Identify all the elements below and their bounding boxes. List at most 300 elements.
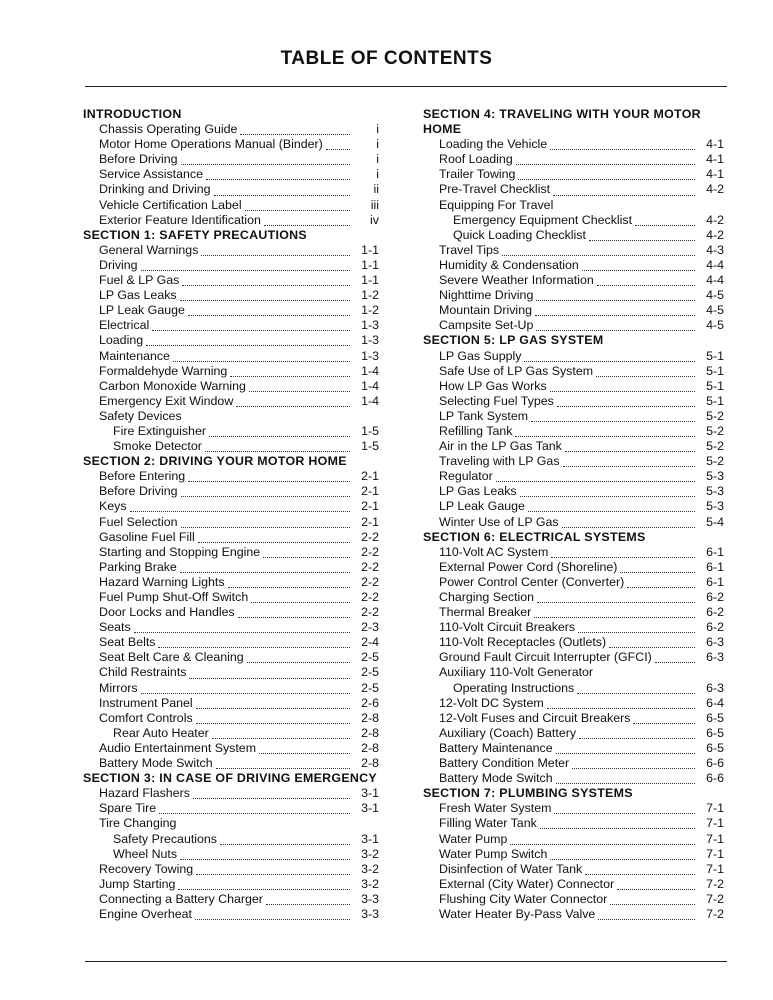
page-number: 7-2 (706, 876, 724, 891)
dot-leader (141, 260, 350, 271)
toc-entry (423, 137, 724, 152)
dot-leader (563, 456, 695, 467)
toc-entry (83, 681, 379, 696)
toc-entry (423, 364, 724, 379)
page-number: 6-3 (706, 680, 724, 695)
page-number: 3-1 (361, 801, 379, 816)
dot-leader (516, 154, 695, 165)
page-number: 5-2 (706, 454, 724, 469)
entry-label: 110-Volt Circuit Breakers (439, 620, 576, 635)
page-number: 2-2 (361, 590, 379, 604)
toc-entry (423, 182, 724, 197)
entry-label: 12-Volt DC System (439, 695, 544, 710)
toc-entry (83, 318, 379, 333)
toc-entry (423, 696, 724, 711)
entry-label: LP Leak Gauge (439, 499, 525, 514)
page-number: 4-4 (706, 273, 724, 288)
toc-entry (83, 711, 379, 726)
toc-entry (83, 122, 379, 137)
dot-leader (173, 351, 350, 362)
page-number: 2-6 (361, 695, 379, 710)
dot-leader (158, 637, 350, 648)
dot-leader (633, 713, 695, 724)
entry-label: General Warnings (99, 242, 199, 257)
entry-label: Water Pump (439, 831, 508, 846)
dot-leader (214, 185, 350, 196)
entry-label: Loading (99, 333, 144, 348)
page-number: 5-1 (706, 393, 724, 408)
entry-label: Recovery Towing (99, 861, 194, 876)
entry-label: Comfort Controls (99, 710, 193, 725)
page-number: 2-8 (361, 710, 379, 725)
dot-leader (554, 803, 695, 814)
page-number: 2-8 (361, 756, 379, 771)
dot-leader (556, 773, 695, 784)
page-number: 5-2 (706, 408, 724, 423)
toc-entry (83, 394, 379, 409)
dot-leader (266, 894, 350, 905)
dot-leader (189, 668, 350, 679)
page-number: ii (373, 182, 379, 197)
entry-label: Smoke Detector (113, 439, 202, 454)
toc-entry (423, 469, 724, 484)
entry-label: Fuel Selection (99, 514, 178, 529)
dot-leader (551, 547, 695, 558)
page-number: 2-1 (361, 514, 379, 529)
toc-entry (423, 545, 724, 560)
dot-leader (220, 834, 350, 845)
entry-label: Battery Condition Meter (439, 756, 570, 771)
entry-label: Water Pump Switch (439, 846, 548, 861)
entry-label: Child Restraints (99, 665, 187, 680)
toc-entry (423, 771, 724, 786)
dot-leader (180, 290, 350, 301)
page-number: 3-3 (361, 906, 379, 921)
entry-label: Audio Entertainment System (99, 740, 257, 755)
page-number: 2-5 (361, 665, 379, 680)
section-heading: SECTION 5: LP GAS SYSTEM (423, 333, 604, 348)
toc-entry (423, 801, 724, 816)
toc-entry (423, 349, 724, 364)
entry-label: Mirrors (99, 680, 138, 695)
toc-entry (423, 454, 724, 469)
toc-entry (423, 726, 724, 741)
dot-leader (655, 652, 695, 663)
dot-leader (597, 275, 695, 286)
page-number: 2-2 (361, 574, 379, 589)
entry-label: LP Gas Supply (439, 348, 522, 363)
toc-entry (83, 635, 379, 650)
toc-entry (83, 424, 379, 439)
toc-entry (423, 847, 724, 862)
entry-label: Engine Overheat (99, 906, 192, 921)
dot-leader (577, 683, 695, 694)
dot-leader (502, 245, 695, 256)
page-number: 3-1 (361, 831, 379, 846)
dot-leader (635, 215, 695, 226)
toc-entry (423, 394, 724, 409)
toc-entry (423, 273, 724, 288)
entry-label: Regulator (439, 469, 493, 484)
dot-leader (536, 320, 695, 331)
entry-label: Wheel Nuts (113, 846, 178, 861)
toc-entry (423, 379, 724, 394)
toc-entry (83, 379, 379, 394)
toc-entry (423, 635, 724, 650)
entry-label: Instrument Panel (99, 695, 193, 710)
section-heading: INTRODUCTION (83, 107, 182, 121)
toc-entry (423, 650, 724, 665)
toc-entry (83, 892, 379, 907)
entry-label: Electrical (99, 318, 150, 333)
dot-leader (578, 622, 695, 633)
entry-label: Vehicle Certification Label (99, 197, 242, 212)
entry-label: Spare Tire (99, 801, 157, 816)
page-number: 3-2 (361, 861, 379, 876)
toc-entry (83, 907, 379, 922)
toc-entry (423, 424, 724, 439)
dot-leader (216, 758, 350, 769)
page-number: 5-1 (706, 348, 724, 363)
entry-label: Battery Maintenance (439, 740, 553, 755)
dot-leader (585, 864, 695, 875)
entry-label: Quick Loading Checklist (453, 227, 586, 242)
dot-leader (264, 215, 350, 226)
toc-entry (423, 892, 724, 907)
toc-entry (423, 605, 724, 620)
dot-leader (134, 622, 350, 633)
page-number: 3-3 (361, 891, 379, 906)
dot-leader (598, 909, 695, 920)
toc-entry (83, 469, 379, 484)
dot-leader (240, 124, 350, 135)
entry-label: Connecting a Battery Charger (99, 891, 263, 906)
dot-leader (195, 909, 350, 920)
page-number: 7-1 (706, 861, 724, 876)
page-number: 1-2 (361, 303, 379, 318)
entry-label: 110-Volt AC System (439, 544, 549, 559)
dot-leader (531, 411, 695, 422)
page-number: i (376, 152, 379, 167)
toc-entry (423, 877, 724, 892)
entry-label: Carbon Monoxide Warning (99, 378, 246, 393)
entry-label: Seats (99, 620, 131, 635)
dot-leader (535, 305, 695, 316)
page-number: 1-5 (361, 439, 379, 454)
page-number: 5-3 (706, 484, 724, 499)
entry-label: Seat Belt Care & Cleaning (99, 650, 244, 665)
dot-leader (609, 637, 695, 648)
dot-leader (188, 471, 350, 482)
toc-entry (423, 741, 724, 756)
page-number: 1-1 (361, 273, 379, 288)
toc-entry (83, 439, 379, 454)
page-number: 2-1 (361, 469, 379, 484)
dot-leader (326, 139, 350, 150)
page-number: 7-2 (706, 906, 724, 921)
toc-entry (83, 167, 379, 182)
page-number: 6-1 (706, 544, 724, 559)
page-number: 6-5 (706, 710, 724, 725)
toc-entry (423, 213, 724, 228)
toc-entry (83, 726, 379, 741)
dot-leader (198, 532, 350, 543)
page-number: 1-1 (361, 242, 379, 257)
dot-leader (510, 834, 695, 845)
dot-leader (259, 743, 350, 754)
dot-leader (206, 169, 350, 180)
toc-entry (83, 665, 379, 680)
dot-leader (249, 381, 350, 392)
page-number: i (376, 167, 379, 182)
toc-entry (83, 243, 379, 258)
dot-leader (196, 713, 350, 724)
toc-entry (423, 318, 724, 333)
dot-leader (589, 230, 695, 241)
dot-leader (496, 471, 695, 482)
page-number: 6-2 (706, 590, 724, 604)
toc-entry (423, 575, 724, 590)
entry-label: Refilling Tank (439, 423, 513, 438)
page-number: 1-5 (361, 423, 379, 438)
dot-leader (201, 245, 350, 256)
page-number: 1-4 (361, 363, 379, 378)
page-title: TABLE OF CONTENTS (280, 48, 493, 69)
page-number: 4-1 (706, 152, 724, 167)
entry-label: Winter Use of LP Gas (439, 514, 559, 529)
page-number: i (376, 137, 379, 152)
entry-label: Flushing City Water Connector (439, 891, 608, 906)
dot-leader (263, 547, 350, 558)
page-number: 6-1 (706, 574, 724, 589)
toc-entry (83, 545, 379, 560)
page-number: 6-1 (706, 559, 724, 574)
toc-entry (423, 681, 724, 696)
section-heading: SECTION 3: IN CASE OF DRIVING EMERGENCY (83, 771, 377, 786)
entry-label: Water Heater By-Pass Valve (439, 906, 596, 921)
dot-leader (579, 728, 695, 739)
page-number: 1-2 (361, 288, 379, 303)
page-number: 2-5 (361, 650, 379, 665)
dot-leader (182, 275, 350, 286)
dot-leader (193, 788, 350, 799)
toc-entry (423, 303, 724, 318)
entry-label: Hazard Flashers (99, 786, 190, 801)
section-heading: SECTION 4: TRAVELING WITH YOUR MOTOR (423, 107, 701, 121)
entry-label: Seat Belts (99, 635, 156, 650)
dot-leader (141, 683, 350, 694)
toc-entry (423, 258, 724, 273)
dot-leader (550, 139, 695, 150)
toc-entry (423, 484, 724, 499)
page-number: 2-2 (361, 605, 379, 620)
toc-entry (83, 801, 379, 816)
page-number: 2-3 (361, 620, 379, 635)
entry-label: Fresh Water System (439, 801, 552, 816)
entry-label: Chassis Operating Guide (99, 122, 238, 137)
toc-entry (423, 756, 724, 771)
entry-label: Severe Weather Information (439, 273, 594, 288)
page-number: 5-2 (706, 423, 724, 438)
entry-label: Gasoline Fuel Fill (99, 529, 195, 544)
page-number: 4-2 (706, 227, 724, 242)
toc-entry (83, 605, 379, 620)
entry-label: Drinking and Driving (99, 182, 211, 197)
entry-label: Motor Home Operations Manual (Binder) (99, 137, 323, 152)
entry-label: Roof Loading (439, 152, 513, 167)
entry-label: LP Tank System (439, 408, 529, 423)
page-number: 2-2 (361, 529, 379, 544)
entry-label: Fire Extinguisher (113, 423, 206, 438)
toc-entry (83, 137, 379, 152)
toc-entry (83, 349, 379, 364)
toc-entry (83, 499, 379, 514)
dot-leader (610, 894, 695, 905)
entry-label: Hazard Warning Lights (99, 574, 225, 589)
page-number: 5-3 (706, 469, 724, 484)
dot-leader (230, 366, 350, 377)
toc-entry (83, 182, 379, 197)
entry-label: Exterior Feature Identification (99, 212, 261, 227)
toc-entry (83, 530, 379, 545)
page-number: 7-1 (706, 846, 724, 861)
entry-label: Battery Mode Switch (99, 756, 213, 771)
entry-label: 110-Volt Receptacles (Outlets) (439, 635, 607, 650)
entry-label: LP Gas Leaks (439, 484, 517, 499)
page-number: 4-2 (706, 182, 724, 197)
toc-right-column (423, 107, 724, 922)
dot-leader (617, 879, 695, 890)
page-number: 6-4 (706, 695, 724, 710)
page-number: 5-2 (706, 439, 724, 454)
page-number: 4-5 (706, 288, 724, 303)
entry-label: Emergency Equipment Checklist (453, 212, 633, 227)
entry-label: Air in the LP Gas Tank (439, 439, 562, 454)
entry-label: Campsite Set-Up (439, 318, 534, 333)
entry-label: Keys (99, 499, 127, 514)
toc-entry (423, 167, 724, 182)
dot-leader (180, 562, 350, 573)
dot-leader (557, 396, 695, 407)
entry-label: External Power Cord (Shoreline) (439, 559, 618, 574)
dot-leader (572, 758, 695, 769)
dot-leader (534, 607, 695, 618)
toc-entry (423, 560, 724, 575)
entry-label: Before Entering (99, 469, 186, 484)
toc-entry (423, 288, 724, 303)
entry-label: Before Driving (99, 484, 178, 499)
page-number: 2-5 (361, 680, 379, 695)
dot-leader (540, 818, 695, 829)
page-number: 6-3 (706, 650, 724, 665)
entry-label: Parking Brake (99, 559, 177, 574)
toc-subheading (423, 665, 724, 680)
toc-entry (83, 786, 379, 801)
toc-entry (83, 877, 379, 892)
entry-label: Humidity & Condensation (439, 257, 579, 272)
page-number: 4-1 (706, 167, 724, 182)
page-number: 5-1 (706, 378, 724, 393)
page-number: 7-1 (706, 831, 724, 846)
entry-label: Filling Water Tank (439, 816, 537, 831)
entry-label: Battery Mode Switch (439, 771, 553, 786)
toc-entry (83, 650, 379, 665)
page-number: 5-3 (706, 499, 724, 514)
entry-label: Jump Starting (99, 876, 176, 891)
section-heading: SECTION 6: ELECTRICAL SYSTEMS (423, 529, 646, 544)
entry-label: Maintenance (99, 348, 170, 363)
toc-entry (83, 756, 379, 771)
page-number: 1-3 (361, 348, 379, 363)
entry-label: Loading the Vehicle (439, 137, 548, 152)
toc-subheading (423, 198, 724, 213)
entry-label: LP Gas Leaks (99, 288, 177, 303)
entry-label: Safe Use of LP Gas System (439, 363, 594, 378)
entry-label: Charging Section (439, 590, 535, 604)
toc-entry (83, 620, 379, 635)
page-number: 1-4 (361, 393, 379, 408)
page-number: 2-1 (361, 484, 379, 499)
page-number: iii (370, 197, 379, 212)
dot-leader (228, 577, 350, 588)
dot-leader (196, 698, 350, 709)
toc-entry (423, 409, 724, 424)
entry-label: Auxiliary (Coach) Battery (439, 725, 577, 740)
dot-leader (537, 592, 695, 603)
page-number: 7-1 (706, 801, 724, 816)
dot-leader (620, 562, 695, 573)
toc-entry (83, 832, 379, 847)
section-heading: SECTION 1: SAFETY PRECAUTIONS (83, 227, 307, 242)
toc-entry (423, 862, 724, 877)
section-heading: HOME (423, 122, 462, 137)
page-number: 3-2 (361, 846, 379, 861)
entry-label: Driving (99, 257, 138, 272)
toc-entry (83, 515, 379, 530)
dot-leader (205, 441, 350, 452)
dot-leader (547, 698, 695, 709)
entry-label: Fuel Pump Shut-Off Switch (99, 590, 249, 604)
dot-leader (196, 864, 350, 875)
page-number: 1-1 (361, 257, 379, 272)
page-number: 6-6 (706, 756, 724, 771)
toc-entry (423, 832, 724, 847)
dot-leader (251, 592, 350, 603)
toc-entry (423, 152, 724, 167)
page-number: 6-2 (706, 620, 724, 635)
toc-entry (423, 590, 724, 605)
toc-entry (83, 273, 379, 288)
dot-leader (565, 441, 695, 452)
dot-leader (152, 320, 350, 331)
entry-label: Emergency Exit Window (99, 393, 234, 408)
page-number: 2-2 (361, 559, 379, 574)
toc-entry (83, 258, 379, 273)
page-number: 1-4 (361, 378, 379, 393)
page-number: 4-5 (706, 318, 724, 333)
entry-label: Equipping For Travel (439, 197, 554, 212)
toc-entry (83, 696, 379, 711)
dot-leader (238, 607, 350, 618)
entry-label: LP Leak Gauge (99, 303, 185, 318)
dot-leader (178, 879, 350, 890)
page-number: 2-8 (361, 740, 379, 755)
entry-label: Trailer Towing (439, 167, 516, 182)
dot-leader (550, 381, 695, 392)
entry-label: Before Driving (99, 152, 178, 167)
toc-entry (83, 152, 379, 167)
dot-leader (212, 728, 350, 739)
